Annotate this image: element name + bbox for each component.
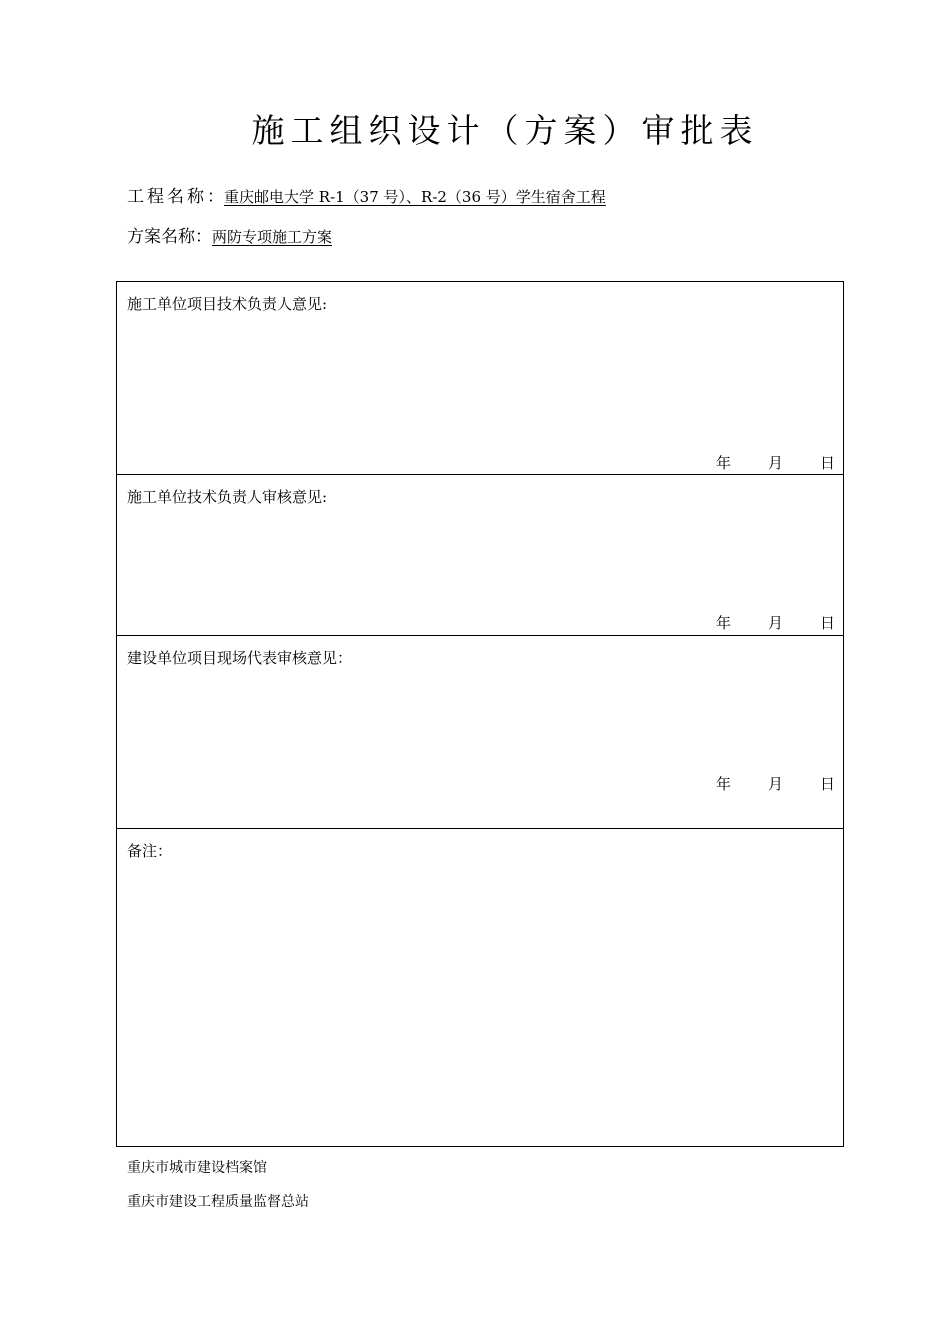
section-label: 施工单位项目技术负责人意见:	[127, 295, 328, 313]
approval-form-table	[116, 281, 844, 1147]
date-month-label: 月	[767, 454, 783, 472]
signature-date	[716, 453, 835, 473]
footer-archive-office: 重庆市城市建设档案馆	[127, 1160, 267, 1176]
date-day-label: 日	[819, 614, 835, 632]
scheme-name-label: 方案名称：	[127, 227, 212, 247]
project-name-row	[127, 185, 606, 209]
date-day-label: 日	[819, 775, 835, 793]
signature-date	[716, 613, 835, 633]
scheme-name-value: 两防专项施工方案	[212, 228, 333, 246]
date-year-label: 年	[715, 775, 731, 793]
footer-quality-supervision-station: 重庆市建设工程质量监督总站	[127, 1194, 309, 1210]
section-label: 建设单位项目现场代表审核意见：	[127, 649, 353, 667]
date-year-label: 年	[715, 454, 731, 472]
date-month-label: 月	[767, 614, 783, 632]
section-label: 备注：	[127, 842, 173, 860]
signature-date	[716, 774, 835, 794]
project-name-label: 工程名称	[127, 187, 207, 207]
date-year-label: 年	[715, 614, 731, 632]
owner-site-representative-review-section	[117, 636, 843, 829]
document-title: 施工组织设计（方案）审批表	[251, 111, 759, 150]
scheme-name-row	[127, 225, 332, 249]
contractor-tech-lead-review-section	[117, 475, 843, 636]
date-day-label: 日	[819, 454, 835, 472]
project-name-colon: ：	[207, 187, 224, 207]
section-label: 施工单位技术负责人审核意见:	[127, 488, 328, 506]
date-month-label: 月	[767, 775, 783, 793]
remarks-section	[117, 829, 843, 1146]
contractor-project-tech-lead-opinion-section	[117, 282, 843, 475]
project-name-value: 重庆邮电大学 R-1（37 号）、R-2（36 号）学生宿舍工程	[224, 188, 606, 206]
